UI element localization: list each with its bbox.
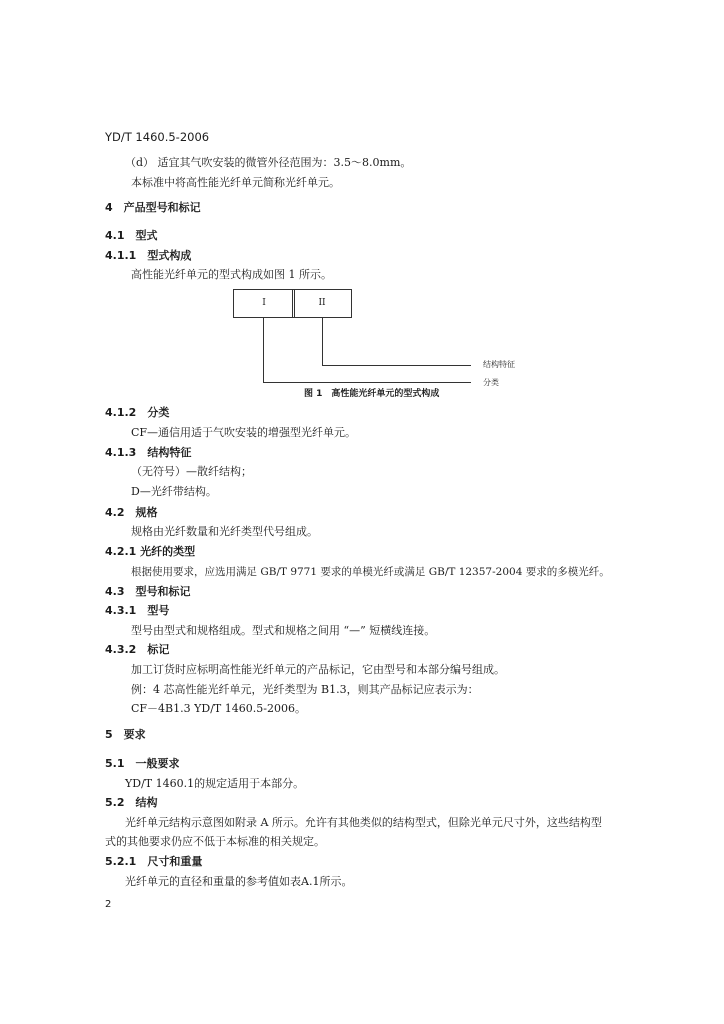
section-4-1-1-text: 高性能光纤单元的型式构成如图 1 所示。 xyxy=(131,268,332,281)
figure-label-structure-feature: 结构特征 xyxy=(483,360,515,369)
intro-item-d: （d） 适宜其气吹安装的微管外径范围为：3.5～8.0mm。 xyxy=(125,156,412,169)
marking-example: 例：4 芯高性能光纤单元，光纤类型为 B1.3，则其产品标记应表示为： xyxy=(131,683,479,696)
section-4-2-1-text: 根据使用要求，应选用满足 GB/T 9771 要求的单模光纤或满足 GB/T 12357-2004 要求的多模光纤。 xyxy=(131,566,610,578)
marking-example-result: CF－4B1.3 YD/T 1460.5-2006。 xyxy=(131,702,306,715)
figure-line-class-vertical xyxy=(263,317,264,383)
section-4-1-3-line-1: （无符号）—散纤结构； xyxy=(131,465,252,478)
figure-line-class-horizontal xyxy=(263,382,471,383)
standard-code-header: YD/T 1460.5-2006 xyxy=(105,130,210,144)
section-5-2-text-line-2: 式的其他要求仍应不低于本标准的相关规定。 xyxy=(105,835,325,848)
figure-line-feature-horizontal xyxy=(322,365,471,366)
section-5-heading: 5 要求 xyxy=(105,728,146,741)
figure-label-classification: 分类 xyxy=(483,378,499,387)
page-number: 2 xyxy=(105,899,112,910)
section-4-3-2-heading: 4.3.2 标记 xyxy=(105,643,170,656)
section-4-3-heading: 4.3 型号和标记 xyxy=(105,585,191,598)
figure-1-caption: 图 1 高性能光纤单元的型式构成 xyxy=(304,389,440,399)
section-5-1-text: YD/T 1460.1的规定适用于本部分。 xyxy=(125,777,305,790)
section-4-1-heading: 4.1 型式 xyxy=(105,229,158,242)
section-4-3-1-heading: 4.3.1 型号 xyxy=(105,604,170,617)
section-4-1-3-heading: 4.1.3 结构特征 xyxy=(105,446,192,459)
figure-box-classification: I xyxy=(233,289,295,318)
section-4-2-1-heading: 4.2.1 光纤的类型 xyxy=(105,545,196,558)
section-4-3-1-text: 型号由型式和规格组成。型式和规格之间用 “—” 短横线连接。 xyxy=(131,624,436,637)
section-5-1-heading: 5.1 一般要求 xyxy=(105,757,180,770)
section-5-2-1-heading: 5.2.1 尺寸和重量 xyxy=(105,855,203,868)
section-4-2-text: 规格由光纤数量和光纤类型代号组成。 xyxy=(131,525,318,538)
section-5-2-1-text: 光纤单元的直径和重量的参考值如表A.1所示。 xyxy=(125,875,353,888)
section-4-3-2-text: 加工订货时应标明高性能光纤单元的产品标记，它由型号和本部分编号组成。 xyxy=(131,663,505,676)
section-4-1-2-heading: 4.1.2 分类 xyxy=(105,406,170,419)
section-4-1-1-heading: 4.1.1 型式构成 xyxy=(105,249,192,262)
figure-box-structure-feature: II xyxy=(292,289,352,318)
intro-abbreviation: 本标准中将高性能光纤单元简称光纤单元。 xyxy=(131,176,340,189)
section-5-2-heading: 5.2 结构 xyxy=(105,796,158,809)
section-4-1-2-text: CF—通信用适于气吹安装的增强型光纤单元。 xyxy=(131,426,357,439)
figure-line-feature-vertical xyxy=(322,317,323,366)
section-4-heading: 4 产品型号和标记 xyxy=(105,201,201,214)
section-4-2-heading: 4.2 规格 xyxy=(105,506,158,519)
section-4-1-3-line-2: D—光纤带结构。 xyxy=(131,485,217,498)
section-5-2-text-line-1: 光纤单元结构示意图如附录 A 所示。允许有其他类似的结构型式，但除光单元尺寸外，这些结构型 xyxy=(125,816,602,829)
